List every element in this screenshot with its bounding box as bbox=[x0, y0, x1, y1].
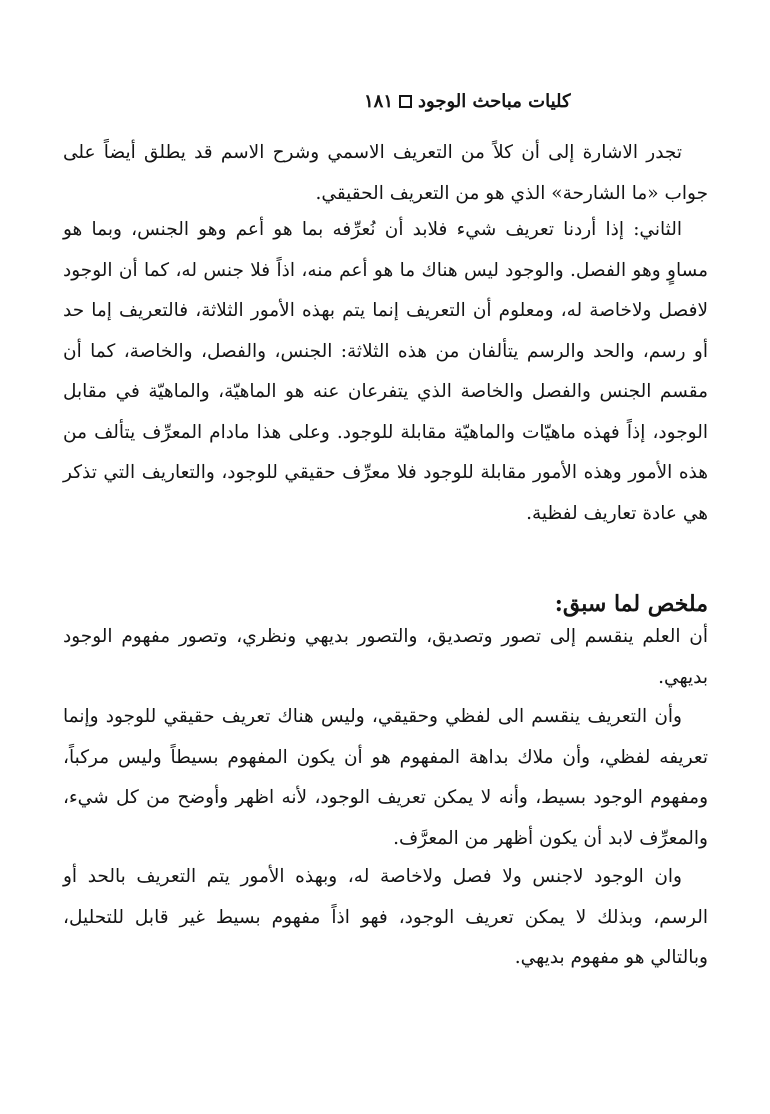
paragraph-block bbox=[63, 857, 708, 979]
square-ornament-icon bbox=[399, 95, 412, 108]
paragraph-block bbox=[63, 133, 708, 214]
page-number: ١٨١ bbox=[364, 90, 394, 112]
header-title: كليات مباحث الوجود bbox=[418, 90, 571, 112]
paragraph-second-point: الثاني: إذا أردنا تعريف شيء فلابد أن نُعرِّفه بما هو أعم وهو الجنس، وبما هو مساوٍ وهو الفصل. والوجود ليس هناك ما هو أعم منه، اذاً فلا جنس له، كما أن الوجود لافصل ولاخاصة له، ومعلوم أن التعريف إنما يتم بهذه الأمور الثلاثة، فالتعريف إما حد أو رسم، والحد والرسم يتألفان من هذه الثلاثة: الجنس، والفصل، والخاصة، كما أن مقسم الجنس والفصل والخاصة الذي يتفرعان عنه هو الماهيّة، والماهيّة في مقابل الوجود، إذاً فهذه ماهيّات والماهيّة مقابلة للوجود. وعلى هذا مادام المعرِّف يتألف من هذه الأمور وهذه الأمور مقابلة للوجود فلا معرِّف حقيقي للوجود، والتعاريف التي تذكر هي عادة تعاريف لفظية. bbox=[63, 219, 708, 524]
paragraph-block bbox=[63, 617, 708, 698]
paragraph-block bbox=[63, 210, 708, 534]
paragraph-block bbox=[63, 697, 708, 859]
section-heading: ملخص لما سبق: bbox=[554, 591, 708, 617]
summary-paragraph-3: وان الوجود لاجنس ولا فصل ولاخاصة له، وبهذه الأمور يتم التعريف بالحد أو الرسم، وبذلك لا يمكن تعريف الوجود، فهو اذاً مفهوم بسيط غير قابل للتحليل، وبالتالي هو مفهوم بديهي. bbox=[63, 866, 708, 968]
summary-paragraph-2: وأن التعريف ينقسم الى لفظي وحقيقي، وليس هناك تعريف حقيقي للوجود وإنما تعريفه لفظي، وأن ملاك بداهة المفهوم هو أن يكون المفهوم بسيطاً وليس مركباً، ومفهوم الوجود بسيط، وأنه لا يمكن تعريف الوجود، لأنه اظهر وأوضح من كل شيء، والمعرِّف لابد أن يكون أظهر من المعرَّف. bbox=[63, 706, 708, 849]
running-header bbox=[364, 84, 664, 118]
summary-paragraph-1: أن العلم ينقسم إلى تصور وتصديق، والتصور بديهي ونظري، وتصور مفهوم الوجود بديهي. bbox=[63, 626, 708, 688]
paragraph-note: تجدر الاشارة إلى أن كلاً من التعريف الاسمي وشرح الاسم قد يطلق أيضاً على جواب «ما الشارحة» الذي هو من التعريف الحقيقي. bbox=[63, 142, 708, 204]
